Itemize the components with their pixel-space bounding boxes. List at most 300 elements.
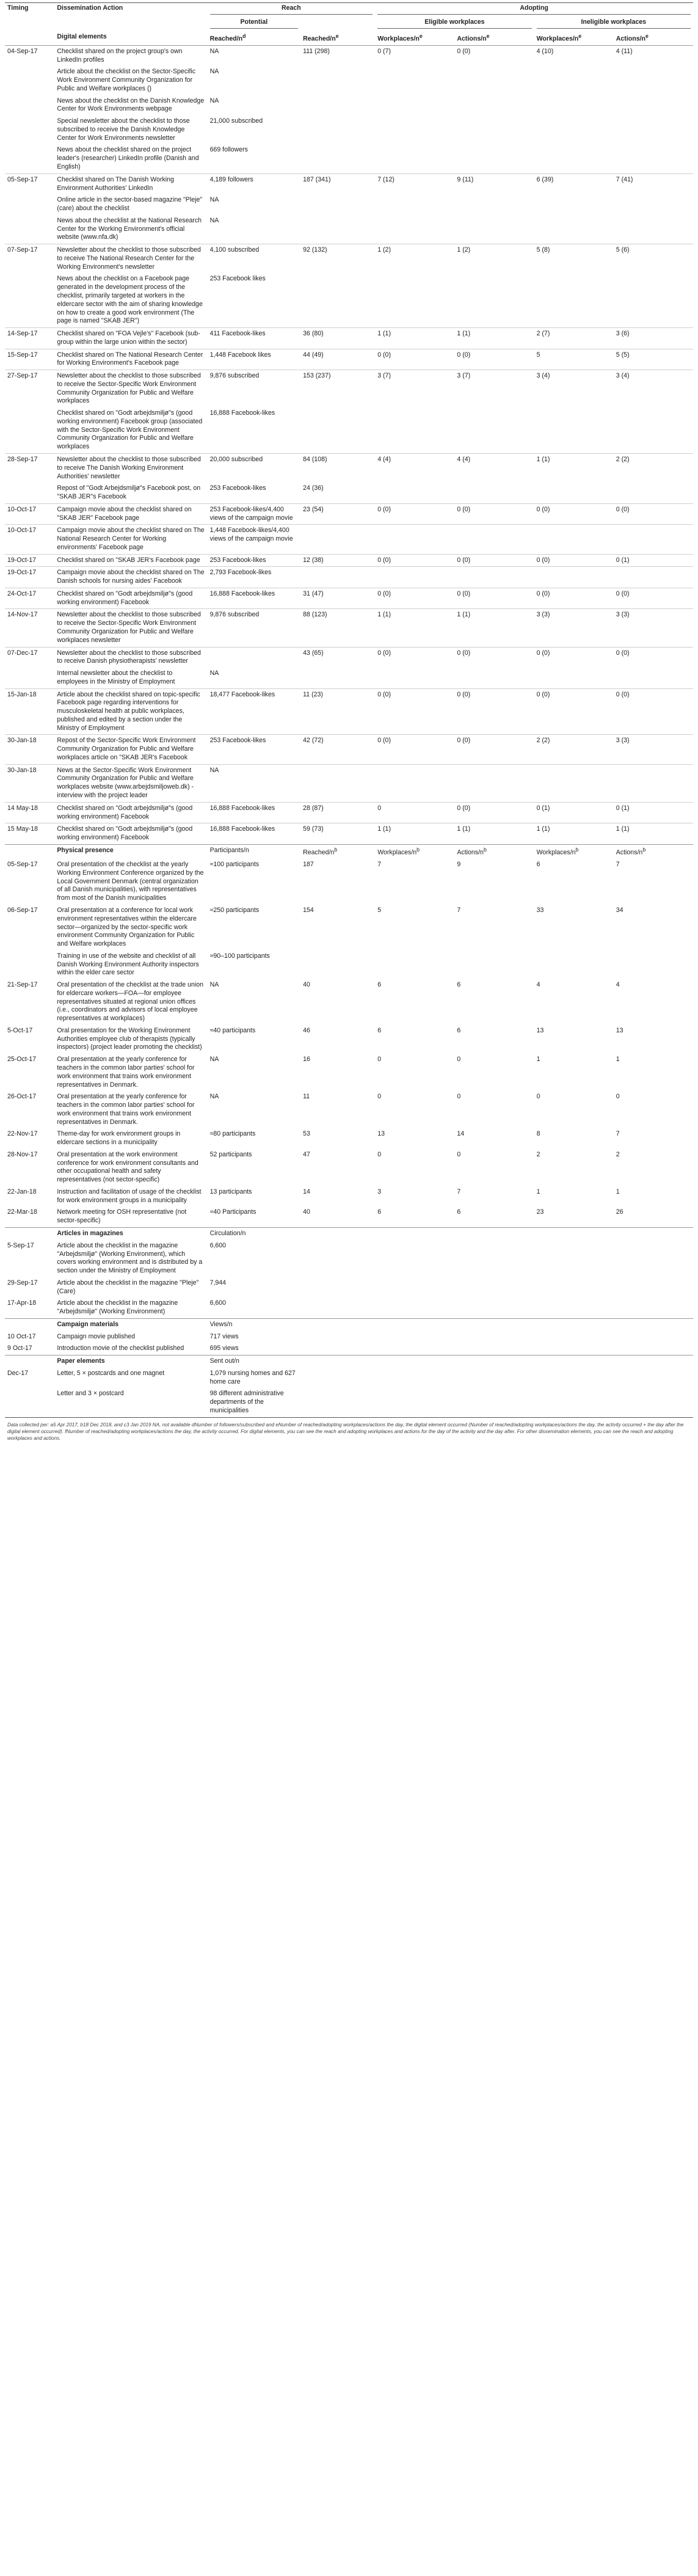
row-timing: 07-Sep-17 (5, 244, 54, 274)
row-eligible-workplaces: 0 (0) (375, 503, 454, 525)
header-action: Dissemination Action (54, 3, 207, 17)
section-digital: Digital elements (54, 31, 207, 46)
row-empty (454, 1343, 534, 1355)
row-ineligible-workplaces (534, 194, 614, 215)
table-row (5, 1054, 693, 1091)
row-eligible-actions: 0 (0) (454, 554, 534, 567)
row-eligible-actions (454, 483, 534, 503)
row-ineligible-workplaces (534, 668, 614, 688)
row-ineligible-actions (614, 273, 693, 327)
row-ineligible-workplaces: 1 (1) (534, 823, 614, 845)
row-ineligible-workplaces: 1 (1) (534, 453, 614, 483)
row-timing: 21-Sep-17 (7, 981, 38, 989)
row-timing (5, 1388, 54, 1417)
row-ineligible-workplaces (534, 95, 614, 116)
row-empty (614, 1368, 693, 1388)
table-footnote: Data collected per: a5 Apr 2017, b18 Dec 2018, and c3 Jan 2019 NA, not available dNumber of followers/subscribed and eNumber of reached/adopting workplaces/actions the day, the digital element occurred (Number of reached/adopting workplaces/actions the day, the activity occurred + the day after the digital element occurred). fNumber of reached/adopting workplaces/actions the day, the activity occurred. For digital elements, you can see the reach and adopting workplaces and actions for the day of the activity and the day after. For other dissemination elements, you can see the reach and adopting workplaces and actions. (5, 1417, 693, 1442)
row-empty (614, 1277, 693, 1298)
row-eligible-workplaces: 0 (375, 802, 454, 823)
row-timing: 22-Jan-18 (7, 1188, 37, 1195)
row-potential: NA (208, 764, 301, 802)
row-potential: 695 views (209, 1345, 239, 1352)
row-reached: 88 (123) (300, 609, 375, 647)
row-empty (534, 1343, 614, 1355)
row-ineligible-workplaces: 1 (536, 1056, 540, 1064)
paper-rows (5, 1356, 693, 1417)
table-row (5, 859, 693, 905)
row-timing: 05-Sep-17 (7, 861, 38, 869)
row-action: News at the Sector-Specific Work Environment Community Organization for Public and Welfare workplaces website (www.arbejdsmiljoweb.dk) - interview with the project leader (54, 764, 207, 802)
row-empty (454, 1388, 534, 1417)
row-potential: 7,944 (209, 1279, 227, 1286)
row-ineligible-actions: 0 (616, 1093, 620, 1101)
row-timing (5, 66, 54, 95)
row-action: Oral presentation for the Working Environment Authorities employee club of therapists (typically inspectors) (project leader promoting the checklist) (57, 1026, 202, 1051)
row-ineligible-actions (614, 194, 693, 215)
row-ineligible-actions: 5 (5) (614, 349, 693, 370)
row-empty (454, 1297, 534, 1318)
row-empty (300, 1297, 375, 1318)
magazine-rows (5, 1228, 693, 1319)
row-potential: NA (209, 1056, 219, 1064)
header-workplaces-n2: Workplaces/$n^e$ (534, 31, 614, 46)
row-ineligible-workplaces: 3 (3) (534, 609, 614, 647)
row-action: Oral presentation at the work environment conference for work environment consultants and other occupational health and safety representatives (not sector-specific) (57, 1150, 198, 1184)
row-action: Checklist shared on "Godt arbejdsmiljø"s (good working environment) Facebook group (associated with the Sector-Specific Work Environment Community Organization for Public and Welfare workplaces (57, 409, 203, 451)
section-paper-header: Paper elements Sent out/n (5, 1356, 693, 1368)
row-eligible-workplaces: 6 (377, 1208, 382, 1216)
row-eligible-actions: 0 (457, 1150, 461, 1158)
table-row (5, 823, 693, 845)
section-campaign: Campaign materials (54, 1318, 207, 1330)
row-ineligible-workplaces: 33 (536, 906, 544, 914)
row-empty (375, 1331, 454, 1343)
row-timing: 14 May-18 (5, 802, 54, 823)
row-ineligible-actions (614, 115, 693, 144)
row-eligible-workplaces: 1 (1) (375, 823, 454, 845)
row-timing: 15 May-18 (5, 823, 54, 845)
table-row (5, 1277, 693, 1298)
row-potential: ≈80 participants (209, 1130, 256, 1138)
row-ineligible-actions: 0 (0) (614, 688, 693, 735)
row-eligible-workplaces (375, 115, 454, 144)
row-action: Internal newsletter about the checklist to employees in the Ministry of Employment (57, 670, 175, 685)
table-row (5, 45, 693, 66)
row-ineligible-workplaces: 6 (536, 861, 540, 869)
row-potential: ≈250 participants (209, 906, 260, 914)
row-potential: 1,448 Facebook likes (208, 349, 301, 370)
row-reached: 28 (87) (300, 802, 375, 823)
row-ineligible-actions: 13 (616, 1026, 623, 1034)
row-empty (614, 1343, 693, 1355)
row-eligible-actions (454, 764, 534, 802)
row-empty (454, 1368, 534, 1388)
row-reached: 187 (341) (300, 173, 375, 194)
row-action: Checklist shared on "Godt arbejdsmiljø"s (good working environment) Facebook (54, 802, 207, 823)
row-eligible-actions (454, 215, 534, 244)
row-eligible-actions: 0 (0) (454, 45, 534, 66)
row-ineligible-actions (614, 950, 693, 979)
row-empty (614, 1331, 693, 1343)
row-ineligible-actions: 0 (1) (614, 554, 693, 567)
row-ineligible-workplaces: 0 (0) (534, 503, 614, 525)
row-reached (300, 950, 375, 979)
row-ineligible-workplaces: 0 (1) (534, 802, 614, 823)
row-eligible-actions: 6 (457, 1208, 461, 1216)
row-eligible-actions: 7 (457, 906, 461, 914)
row-eligible-actions: 0 (0) (454, 349, 534, 370)
table-row (5, 764, 693, 802)
row-reached: 53 (303, 1130, 310, 1138)
header-reach: Reach (208, 3, 376, 17)
row-potential: 253 Facebook-likes (208, 735, 301, 764)
header-reached-n2: Reached/$n^e$ (300, 31, 375, 46)
row-timing: 06-Sep-17 (7, 906, 38, 914)
row-reached: 111 (298) (300, 45, 375, 66)
row-action: Letter, 5 × postcards and one magnet (57, 1369, 165, 1377)
row-potential: NA (209, 196, 219, 204)
row-eligible-workplaces: 7 (12) (375, 173, 454, 194)
row-action: Theme-day for work environment groups in eldercare sections in a municipality (57, 1130, 181, 1147)
row-reached: 16 (303, 1056, 310, 1064)
row-reached: 14 (303, 1188, 310, 1195)
row-eligible-actions: 9 (457, 861, 461, 869)
row-reached: 153 (237) (300, 370, 375, 408)
row-eligible-actions: 6 (457, 981, 461, 989)
row-potential: 253 Facebook-likes/4,400 views of the campaign movie (208, 503, 301, 525)
table-row (5, 525, 693, 554)
row-eligible-workplaces: 3 (7) (375, 370, 454, 408)
row-eligible-actions (454, 668, 534, 688)
row-ineligible-workplaces (534, 950, 614, 979)
row-empty (534, 1388, 614, 1417)
row-eligible-actions (454, 407, 534, 453)
row-empty (375, 1297, 454, 1318)
row-potential: NA (209, 981, 219, 989)
row-action: Article about the checklist shared on topic-specific Facebook page regarding interventions for musculoskeletal health at public workplaces, published and edited by a section under the Ministry of Employment (54, 688, 207, 735)
row-action: Instruction and facilitation of usage of the checklist for work environment groups in a municipality (57, 1188, 202, 1204)
row-eligible-actions: 6 (457, 1026, 461, 1034)
row-eligible-actions: 0 (0) (454, 802, 534, 823)
row-eligible-workplaces (375, 194, 454, 215)
row-action: Newsletter about the checklist to those subscribed to receive the Sector-Specific Work Environment Community Organization for Public and Welfare workplaces (54, 370, 207, 408)
row-eligible-actions: 0 (0) (454, 735, 534, 764)
header-actions-n2: Actions/$n^e$ (614, 31, 693, 46)
row-ineligible-actions: 4 (11) (614, 45, 693, 66)
row-eligible-actions: 14 (457, 1130, 465, 1138)
row-ineligible-actions: 0 (0) (614, 588, 693, 609)
row-ineligible-workplaces (534, 144, 614, 173)
section-paper: Paper elements (54, 1356, 207, 1368)
row-ineligible-workplaces: 0 (0) (534, 688, 614, 735)
row-ineligible-workplaces: 4 (10) (534, 45, 614, 66)
row-empty (534, 1240, 614, 1277)
row-timing (5, 144, 54, 173)
row-empty (300, 1240, 375, 1277)
row-eligible-workplaces: 0 (0) (375, 349, 454, 370)
row-potential: NA (209, 68, 219, 76)
row-action: Checklist shared on "Godt arbejdsmiljø"s (good working environment) Facebook (54, 588, 207, 609)
row-action: Campaign movie about the checklist shared on The National Research Center for Working environments' Facebook page (54, 525, 207, 554)
row-empty (300, 1277, 375, 1298)
row-eligible-workplaces (375, 525, 454, 554)
table-row (5, 1297, 693, 1318)
section-physical: Physical presence (54, 844, 207, 859)
row-ineligible-workplaces: 0 (536, 1093, 540, 1101)
table-row (5, 370, 693, 408)
row-potential: 1,079 nursing homes and 627 home care (209, 1369, 296, 1385)
row-reached (300, 144, 375, 173)
row-action: News about the checklist at the National Research Center for the Working Environment's official website (www.nfa.dk) (57, 216, 202, 241)
row-reached: 11 (303, 1093, 310, 1101)
row-reached: 47 (303, 1150, 310, 1158)
row-reached: 84 (108) (300, 453, 375, 483)
header-timing: Timing (5, 3, 54, 17)
row-ineligible-actions: 5 (6) (614, 244, 693, 274)
table-row (5, 802, 693, 823)
row-timing (5, 407, 54, 453)
table-row (5, 1331, 693, 1343)
row-eligible-workplaces: 0 (0) (375, 647, 454, 668)
row-reached: 46 (303, 1026, 310, 1034)
table-row (5, 244, 693, 274)
row-timing: 28-Sep-17 (5, 453, 54, 483)
row-eligible-actions: 1 (1) (454, 823, 534, 845)
row-eligible-workplaces: 0 (0) (375, 588, 454, 609)
row-reached: 31 (47) (300, 588, 375, 609)
row-eligible-workplaces (375, 215, 454, 244)
row-eligible-workplaces: 6 (377, 981, 382, 989)
row-ineligible-actions (614, 144, 693, 173)
row-timing: Dec-17 (7, 1369, 29, 1377)
row-eligible-actions: 1 (1) (454, 328, 534, 349)
row-action: Special newsletter about the checklist to those subscribed to receive the Danish Knowledge Center for Work Environments newsletter (57, 117, 190, 142)
row-ineligible-actions (614, 764, 693, 802)
table-row (5, 66, 693, 95)
row-eligible-actions: 4 (4) (454, 453, 534, 483)
row-reached: 36 (80) (300, 328, 375, 349)
table-row (5, 588, 693, 609)
row-potential: 6,600 (209, 1299, 227, 1307)
table-row (5, 1091, 693, 1128)
row-eligible-workplaces: 5 (377, 906, 382, 914)
row-action: Checklist shared on "SKAB JER's Facebook page (54, 554, 207, 567)
row-eligible-workplaces (375, 407, 454, 453)
row-reached: 44 (49) (300, 349, 375, 370)
row-eligible-workplaces: 0 (377, 1056, 382, 1064)
row-empty (375, 1277, 454, 1298)
row-potential: 16,888 Facebook-likes (208, 588, 301, 609)
row-action: Article about the checklist on the Sector-Specific Work Environment Community Organization for Public and Welfare workplaces () (57, 68, 196, 92)
row-ineligible-actions (614, 525, 693, 554)
table-row (5, 735, 693, 764)
row-timing: 10 Oct-17 (7, 1332, 36, 1340)
section-magazines: Articles in magazines (54, 1228, 207, 1240)
row-reached: 42 (72) (300, 735, 375, 764)
row-empty (534, 1297, 614, 1318)
row-ineligible-actions (614, 215, 693, 244)
table-row (5, 115, 693, 144)
row-timing: 14-Sep-17 (5, 328, 54, 349)
row-eligible-actions (454, 115, 534, 144)
table-row (5, 453, 693, 483)
table-row (5, 194, 693, 215)
row-eligible-workplaces: 1 (1) (375, 328, 454, 349)
row-action: Oral presentation at a conference for local work environment representatives within the eldercare sector—organized by the sector-specific work environment Community Organization for Public and Welfare workplaces (57, 906, 197, 948)
row-action: Newsletter about the checklist to those subscribed to receive the Sector-Specific Work Environment Community Organization for Public and Welfare workplaces newsletter (54, 609, 207, 647)
row-empty (300, 1368, 375, 1388)
row-eligible-actions: 0 (457, 1093, 461, 1101)
row-eligible-workplaces: 3 (377, 1188, 382, 1195)
table-row (5, 1128, 693, 1149)
row-action: Checklist shared on the project group's own LinkedIn profiles (54, 45, 207, 66)
row-reached: 154 (303, 906, 314, 914)
row-action: News about the checklist on the Danish Knowledge Center for Work Environments webpage (57, 97, 205, 113)
row-timing: 29-Sep-17 (7, 1279, 38, 1286)
row-ineligible-workplaces: 1 (536, 1188, 540, 1195)
row-potential: 21,000 subscribed (209, 117, 263, 125)
row-action: Oral presentation of the checklist at the yearly Working Environment Conference organized by the Local Government Denmark (central organization of all Danish municipalities), with representatives from most of the Danish municipalities (57, 861, 204, 902)
row-reached (300, 567, 375, 588)
header-adopting: Adopting (375, 3, 693, 17)
row-timing: 19-Oct-17 (5, 567, 54, 588)
row-eligible-workplaces (375, 668, 454, 688)
row-eligible-workplaces: 7 (377, 861, 382, 869)
row-potential: NA (208, 45, 301, 66)
row-ineligible-actions: 3 (3) (614, 735, 693, 764)
table-row (5, 483, 693, 503)
row-empty (300, 1388, 375, 1417)
row-ineligible-actions: 7 (616, 861, 620, 869)
row-eligible-workplaces: 0 (0) (375, 688, 454, 735)
row-ineligible-actions: 1 (616, 1056, 620, 1064)
row-potential: 253 Facebook-likes (209, 484, 266, 492)
row-eligible-actions (454, 525, 534, 554)
row-empty (300, 1331, 375, 1343)
row-potential: NA (209, 97, 219, 104)
row-potential: 98 different administrative departments of the municipalities (209, 1390, 284, 1415)
row-eligible-workplaces (375, 950, 454, 979)
row-ineligible-workplaces: 2 (2) (534, 735, 614, 764)
row-empty (375, 1368, 454, 1388)
header-eligible: Eligible workplaces (375, 17, 534, 31)
row-ineligible-actions (614, 483, 693, 503)
row-potential: NA (209, 1093, 219, 1101)
row-action: Repost of the Sector-Specific Work Environment Community Organization for Public and Welfare workplaces article on "SKAB JER's Facebook (54, 735, 207, 764)
row-timing (5, 95, 54, 116)
row-timing: 10-Oct-17 (5, 525, 54, 554)
row-ineligible-workplaces: 5 (534, 349, 614, 370)
table-row (5, 407, 693, 453)
table-row (5, 647, 693, 668)
row-ineligible-actions: 4 (616, 981, 620, 989)
row-potential: 13 participants (209, 1188, 252, 1195)
table-row (5, 1025, 693, 1054)
row-ineligible-actions: 3 (4) (614, 370, 693, 408)
row-ineligible-actions (614, 95, 693, 116)
header-reached-n: Reached/$n^d$ (208, 31, 301, 46)
row-reached: 11 (23) (300, 688, 375, 735)
row-action: Article about the checklist in the magazine "Arbejdsmiljø" (Working Environment), which covers working environment and is distributed by a section under the Ministry of Employment (57, 1241, 203, 1275)
row-ineligible-workplaces (534, 483, 614, 503)
row-action: Newsletter about the checklist to those subscribed to receive The Danish Working Environment Authorities' newsletter (54, 453, 207, 483)
row-ineligible-workplaces: 3 (4) (534, 370, 614, 408)
row-potential: NA (209, 216, 219, 224)
row-ineligible-workplaces: 0 (0) (534, 647, 614, 668)
row-potential: 18,477 Facebook-likes (208, 688, 301, 735)
row-reached (300, 66, 375, 95)
row-timing (5, 950, 54, 979)
row-eligible-actions (454, 95, 534, 116)
digital-rows (5, 45, 693, 844)
row-empty (614, 1388, 693, 1417)
row-potential: 411 Facebook-likes (208, 328, 301, 349)
row-timing (5, 483, 54, 503)
table-row (5, 688, 693, 735)
row-timing: 30-Jan-18 (5, 735, 54, 764)
row-timing (5, 273, 54, 327)
row-ineligible-workplaces: 8 (536, 1130, 540, 1138)
row-eligible-workplaces (375, 144, 454, 173)
row-action: News about the checklist shared on the project leader's (researcher) LinkedIn profile (Danish and English) (57, 146, 199, 171)
table-row (5, 609, 693, 647)
row-eligible-workplaces: 1 (2) (375, 244, 454, 274)
row-timing: 24-Oct-17 (5, 588, 54, 609)
row-potential: 2,793 Facebook-likes (208, 567, 301, 588)
row-ineligible-actions: 0 (0) (614, 503, 693, 525)
row-potential: 16,888 Facebook-likes (209, 409, 275, 417)
row-action: Campaign movie about the checklist shared on The Danish schools for nursing aides' Facebook (54, 567, 207, 588)
header-workplaces-n: Workplaces/$n^e$ (375, 31, 454, 46)
row-eligible-workplaces (375, 567, 454, 588)
row-timing: 28-Nov-17 (7, 1150, 38, 1158)
table-row (5, 1343, 693, 1355)
row-ineligible-actions (614, 668, 693, 688)
table-row (5, 567, 693, 588)
row-eligible-workplaces (375, 764, 454, 802)
table-row (5, 979, 693, 1025)
row-eligible-actions: 1 (2) (454, 244, 534, 274)
section-physical-header: Physical presence Participants/n Reached/$n^b$ Workplaces/$n^b$ Actions/$n^b$ Workplaces/$n^b$ Actions/$n^b$ (5, 844, 693, 859)
row-action: Letter and 3 × postcard (57, 1390, 124, 1398)
row-eligible-actions: 0 (0) (454, 588, 534, 609)
row-empty (534, 1368, 614, 1388)
row-potential: 6,600 (209, 1241, 227, 1249)
row-eligible-workplaces: 6 (377, 1026, 382, 1034)
row-ineligible-workplaces: 2 (7) (534, 328, 614, 349)
table-row (5, 1206, 693, 1227)
row-timing: 9 Oct-17 (7, 1345, 32, 1352)
row-action: Oral presentation at the yearly conference for teachers in the common labor parties' school for work environment that trains work environment representatives in Denmark. (57, 1056, 195, 1089)
row-reached (300, 668, 375, 688)
row-ineligible-actions: 0 (0) (614, 647, 693, 668)
row-empty (614, 1297, 693, 1318)
row-timing: 17-Apr-18 (7, 1299, 37, 1307)
table-row (5, 144, 693, 173)
row-timing (5, 115, 54, 144)
header-ineligible: Ineligible workplaces (534, 17, 693, 31)
row-ineligible-workplaces: 13 (536, 1026, 544, 1034)
row-potential (208, 647, 301, 668)
row-timing: 15-Jan-18 (5, 688, 54, 735)
row-timing (5, 668, 54, 688)
row-action: Introduction movie of the checklist published (57, 1345, 184, 1352)
row-potential: ≈100 participants (209, 861, 260, 869)
row-eligible-workplaces (375, 273, 454, 327)
row-action: Repost of "Godt Arbejdsmiljø"s Facebook post, on "SKAB JER"s Facebook (57, 484, 201, 501)
row-ineligible-workplaces (534, 567, 614, 588)
table-row (5, 950, 693, 979)
